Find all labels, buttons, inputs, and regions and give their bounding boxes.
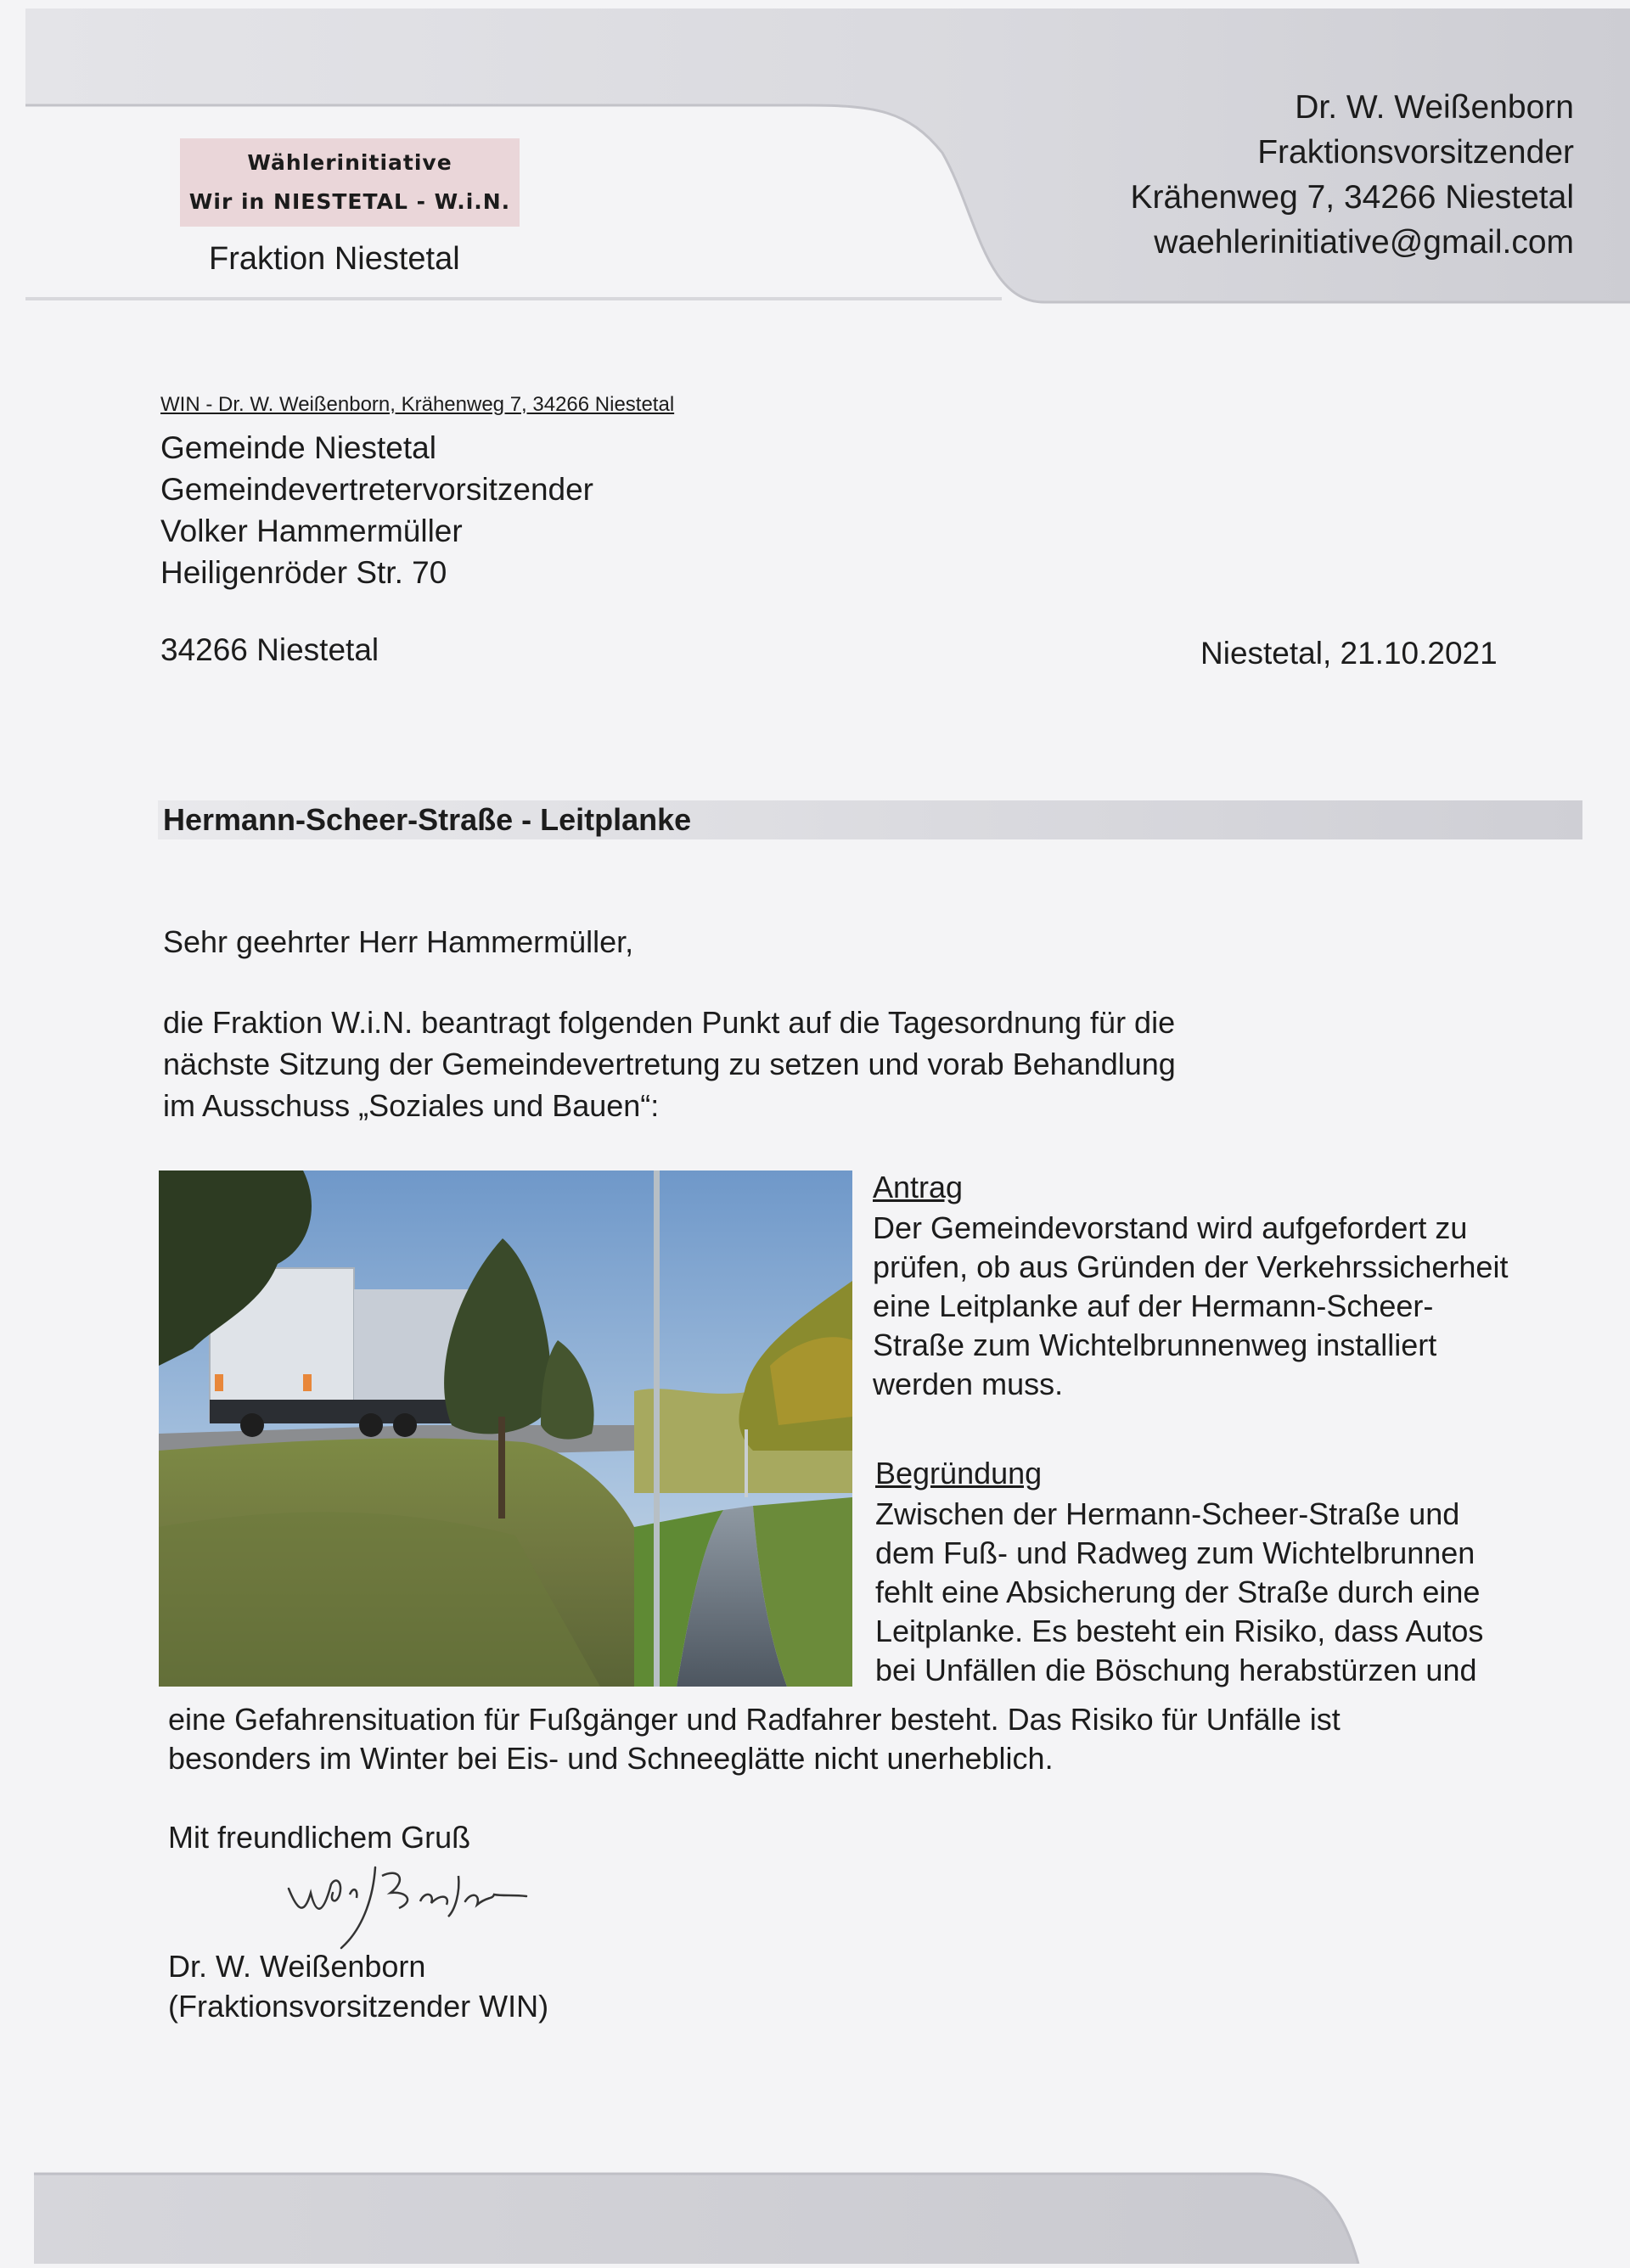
intro-paragraph: [163, 1002, 1352, 1126]
begruendung-line: Zwischen der Hermann-Scheer-Straße und: [875, 1496, 1460, 1531]
recipient-line: Volker Hammermüller: [160, 514, 463, 548]
intro-line: nächste Sitzung der Gemeindevertretung zu setzen und vorab Behandlung: [163, 1047, 1176, 1081]
recipient-line: Heiligenröder Str. 70: [160, 555, 447, 590]
antrag-line: prüfen, ob aus Gründen der Verkehrssicherheit: [873, 1249, 1509, 1284]
begruendung-line: fehlt eine Absicherung der Straße durch eine: [875, 1575, 1481, 1609]
antrag-line: Der Gemeindevorstand wird aufgefordert zu: [873, 1210, 1468, 1245]
footer-band: [34, 2169, 1630, 2264]
intro-line: im Ausschuss „Soziales und Bauen“:: [163, 1088, 660, 1123]
begruendung-line: dem Fuß- und Radweg zum Wichtelbrunnen: [875, 1535, 1475, 1570]
return-address-line: WIN - Dr. W. Weißenborn, Krähenweg 7, 34266 Niestetal: [160, 393, 675, 416]
handwritten-signature: [280, 1842, 552, 1956]
recipient-line: Gemeindevertretervorsitzender: [160, 472, 593, 507]
recipient-block: [160, 427, 593, 593]
begruendung-paragraph: [875, 1495, 1605, 1690]
closing-greeting: Mit freundlichem Gruß: [168, 1820, 471, 1855]
sender-block: [1130, 85, 1574, 265]
party-logo: [180, 138, 520, 227]
road-photo: [159, 1170, 852, 1687]
recipient-city: 34266 Niestetal: [160, 632, 379, 667]
sender-name: Dr. W. Weißenborn: [1295, 89, 1574, 126]
subject-line: Hermann-Scheer-Straße - Leitplanke: [163, 802, 692, 837]
signatory-block: [168, 1946, 548, 2026]
fraktion-label: Fraktion Niestetal: [209, 241, 460, 277]
logo-line-2: Wir in NIESTETAL - W.i.N.: [188, 189, 511, 214]
signatory-role: (Fraktionsvorsitzender WIN): [168, 1989, 549, 2024]
sender-address: Krähenweg 7, 34266 Niestetal: [1130, 179, 1574, 216]
salutation: Sehr geehrter Herr Hammermüller,: [163, 924, 634, 959]
intro-line: die Fraktion W.i.N. beantragt folgenden Punkt auf die Tagesordnung für die: [163, 1005, 1176, 1040]
signatory-name: Dr. W. Weißenborn: [168, 1949, 426, 1984]
begruendung-line: bei Unfällen die Böschung herabstürzen und: [875, 1653, 1477, 1687]
begruendung-heading: Begründung: [875, 1456, 1043, 1490]
antrag-heading: Antrag: [873, 1170, 964, 1204]
antrag-line: Straße zum Wichtelbrunnenweg installiert: [873, 1328, 1437, 1362]
begruendung-line: besonders im Winter bei Eis- und Schneeglätte nicht unerheblich.: [168, 1741, 1054, 1776]
begruendung-continuation: [168, 1700, 1628, 1778]
antrag-line: werden muss.: [873, 1367, 1064, 1401]
letter-date: Niestetal, 21.10.2021: [1200, 636, 1498, 671]
recipient-line: Gemeinde Niestetal: [160, 430, 436, 465]
begruendung-line: eine Gefahrensituation für Fußgänger und Radfahrer besteht. Das Risiko für Unfälle ist: [168, 1702, 1341, 1737]
logo-line-1: Wählerinitiative: [247, 150, 452, 175]
antrag-line: eine Leitplanke auf der Hermann-Scheer-: [873, 1288, 1434, 1323]
antrag-paragraph: [873, 1209, 1603, 1404]
sender-email: waehlerinitiative@gmail.com: [1154, 224, 1574, 261]
sender-role: Fraktionsvorsitzender: [1257, 134, 1574, 171]
begruendung-line: Leitplanke. Es besteht ein Risiko, dass Autos: [875, 1614, 1484, 1648]
